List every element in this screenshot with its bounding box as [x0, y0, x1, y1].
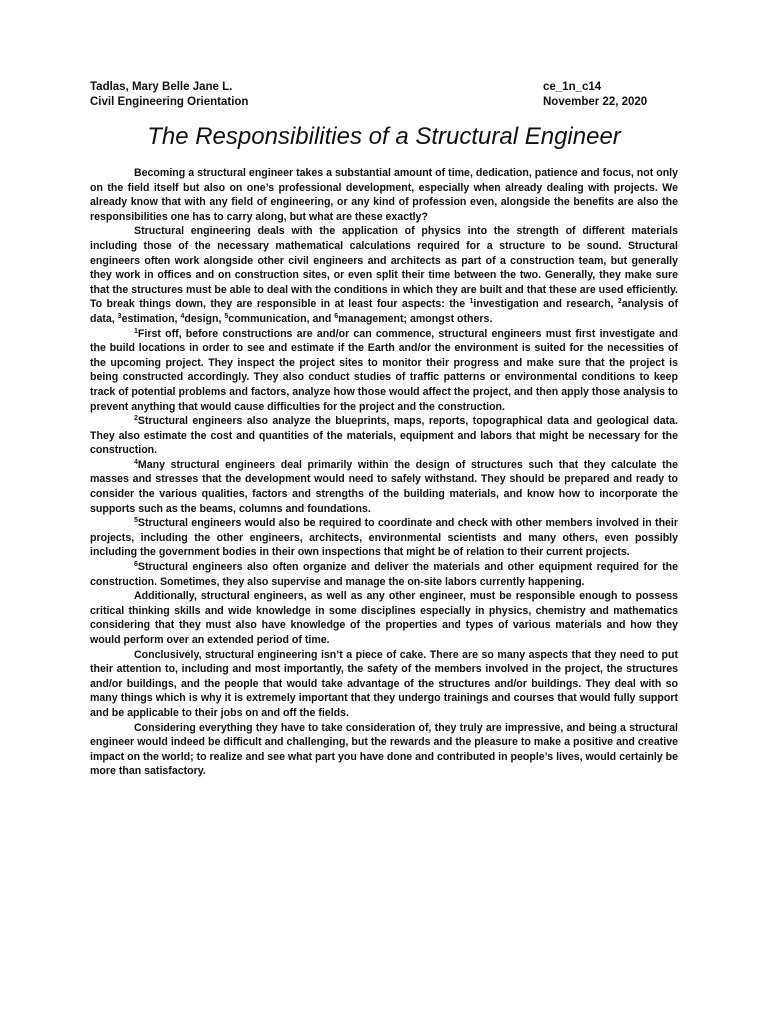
paragraph-overview: [90, 224, 678, 326]
paragraph-text: Structural engineers would also be required to coordinate and check with other members involved in their projects, including the other engineers, architects, environmental scientists and many others, even possibly including the government bodies in their own inspections that might be of relation to their current projects.: [90, 517, 678, 559]
header-left: [90, 80, 248, 110]
footnote-marker: 1: [134, 327, 138, 335]
paragraph-design: [90, 458, 678, 516]
paragraph-text: Structural engineers also analyze the blueprints, maps, reports, topographical data and geological data. They also estimate the cost and quantities of the materials, equipment and labors that might be necessary for the construction.: [90, 415, 678, 457]
footnote-marker: 6: [334, 312, 339, 320]
paragraph-text: Structural engineers also often organize and deliver the materials and other equipment required for the construction. Sometimes, they also supervise and manage the on-site labors currently happening.: [90, 561, 678, 588]
aspect-item: communication, and: [228, 312, 335, 325]
footnote-marker: 4: [134, 458, 138, 466]
footnote-marker: 6: [134, 561, 138, 569]
aspect-item: estimation,: [121, 312, 181, 325]
paragraph-communication: [90, 516, 678, 560]
paragraph-text: First off, before constructions are and/or can commence, structural engineers must first investigate and the build locations in order to see and estimate if the Earth and/or the environment is suited for the necessities of the upcoming project. They inspect the project sites to monitor their progress and make sure that the project is being constructed accordingly. They also conduct studies of traffic patterns or environmental conditions to keep track of potential problems and factors, analyze how those would affect the project, and then apply those analysis to prevent anything that would cause difficulties for the project and the construction.: [90, 327, 678, 413]
submission-date: November 22, 2020: [543, 96, 648, 108]
header-right: [543, 80, 647, 110]
author-name: Tadlas, Mary Belle Jane L.: [90, 81, 233, 93]
footnote-marker: 1: [469, 298, 474, 306]
paragraph-management: [90, 560, 678, 589]
paragraph-intro: Becoming a structural engineer takes a substantial amount of time, dedication, patience and focus, not only on the field itself but also on one’s professional development, especially when already dealing with projects. We already know that with any field of engineering, or any kind of profession even, alongside the benefits are also the responsibilities one has to carry along, but what are these exactly?: [90, 167, 678, 223]
aspect-item: analysis of data,: [90, 298, 678, 325]
document-body: [90, 166, 678, 779]
footnote-marker: 2: [134, 415, 138, 423]
paragraph-text: Many structural engineers deal primarily within the design of structures such that they calculate the masses and stresses that the development would need to safely withstand. They should be prepared and ready to consider the various qualities, factors and strengths of the building materials, and know how to incorporate the supports such as the beams, columns and foundations.: [90, 458, 678, 515]
footnote-marker: 2: [617, 298, 622, 306]
paragraph-closing: Considering everything they have to take consideration of, they truly are impressive, and being a structural engineer would indeed be difficult and challenging, but the rewards and the pleasure to make a positive and creative impact on the world; to realize and see what part you have done and contributed in people’s lives, would certainly be more than satisfactory.: [90, 721, 678, 778]
paragraph-analysis: [90, 414, 678, 458]
aspect-item: design,: [184, 312, 225, 325]
paragraph-additionally: Additionally, structural engineers, as well as any other engineer, must be responsible enough to possess critical thinking skills and wide knowledge in some disciplines especially in physics, chemistry and mathematics considering that they must also have knowledge of the properties and types of various materials and how they would perform over an extended period of time.: [90, 590, 678, 646]
footnote-marker: 4: [180, 312, 185, 320]
footnote-marker: 3: [117, 312, 122, 320]
aspect-item: investigation and research,: [473, 298, 618, 311]
aspect-item: management; amongst others.: [338, 312, 493, 325]
footnote-marker: 5: [134, 517, 138, 525]
document-title: The Responsibilities of a Structural Engineer: [147, 123, 621, 150]
course-name: Civil Engineering Orientation: [90, 96, 249, 108]
footnote-marker: 5: [224, 312, 229, 320]
paragraph-investigation: [90, 327, 678, 415]
paragraph-conclusion: Conclusively, structural engineering isn’t a piece of cake. There are so many aspects that they need to put their attention to, including and most importantly, the safety of the members involved in the project, the structures and/or buildings, and the people that would take advantage of the structures and/or buildings. They deal with so many things which is why it is extremely important that they undergo trainings and courses that would fully support and be applicable to their jobs on and off the fields.: [90, 648, 678, 719]
section-code: ce_1n_c14: [543, 81, 602, 93]
paragraph-text: Structural engineering deals with the application of physics into the strength of different materials including those of the necessary mathematical calculations required for a structure to be sound. Structural engineers often work alongside other civil engineers and architects as part of a construction team, but generally they work in offices and on construction sites, or even split their time between the two. Generally, they make sure that the structures must be able to deal with the conditions in which they are built and that these are used efficiently. To break things down, they are responsible in at least four aspects: the: [90, 225, 678, 311]
